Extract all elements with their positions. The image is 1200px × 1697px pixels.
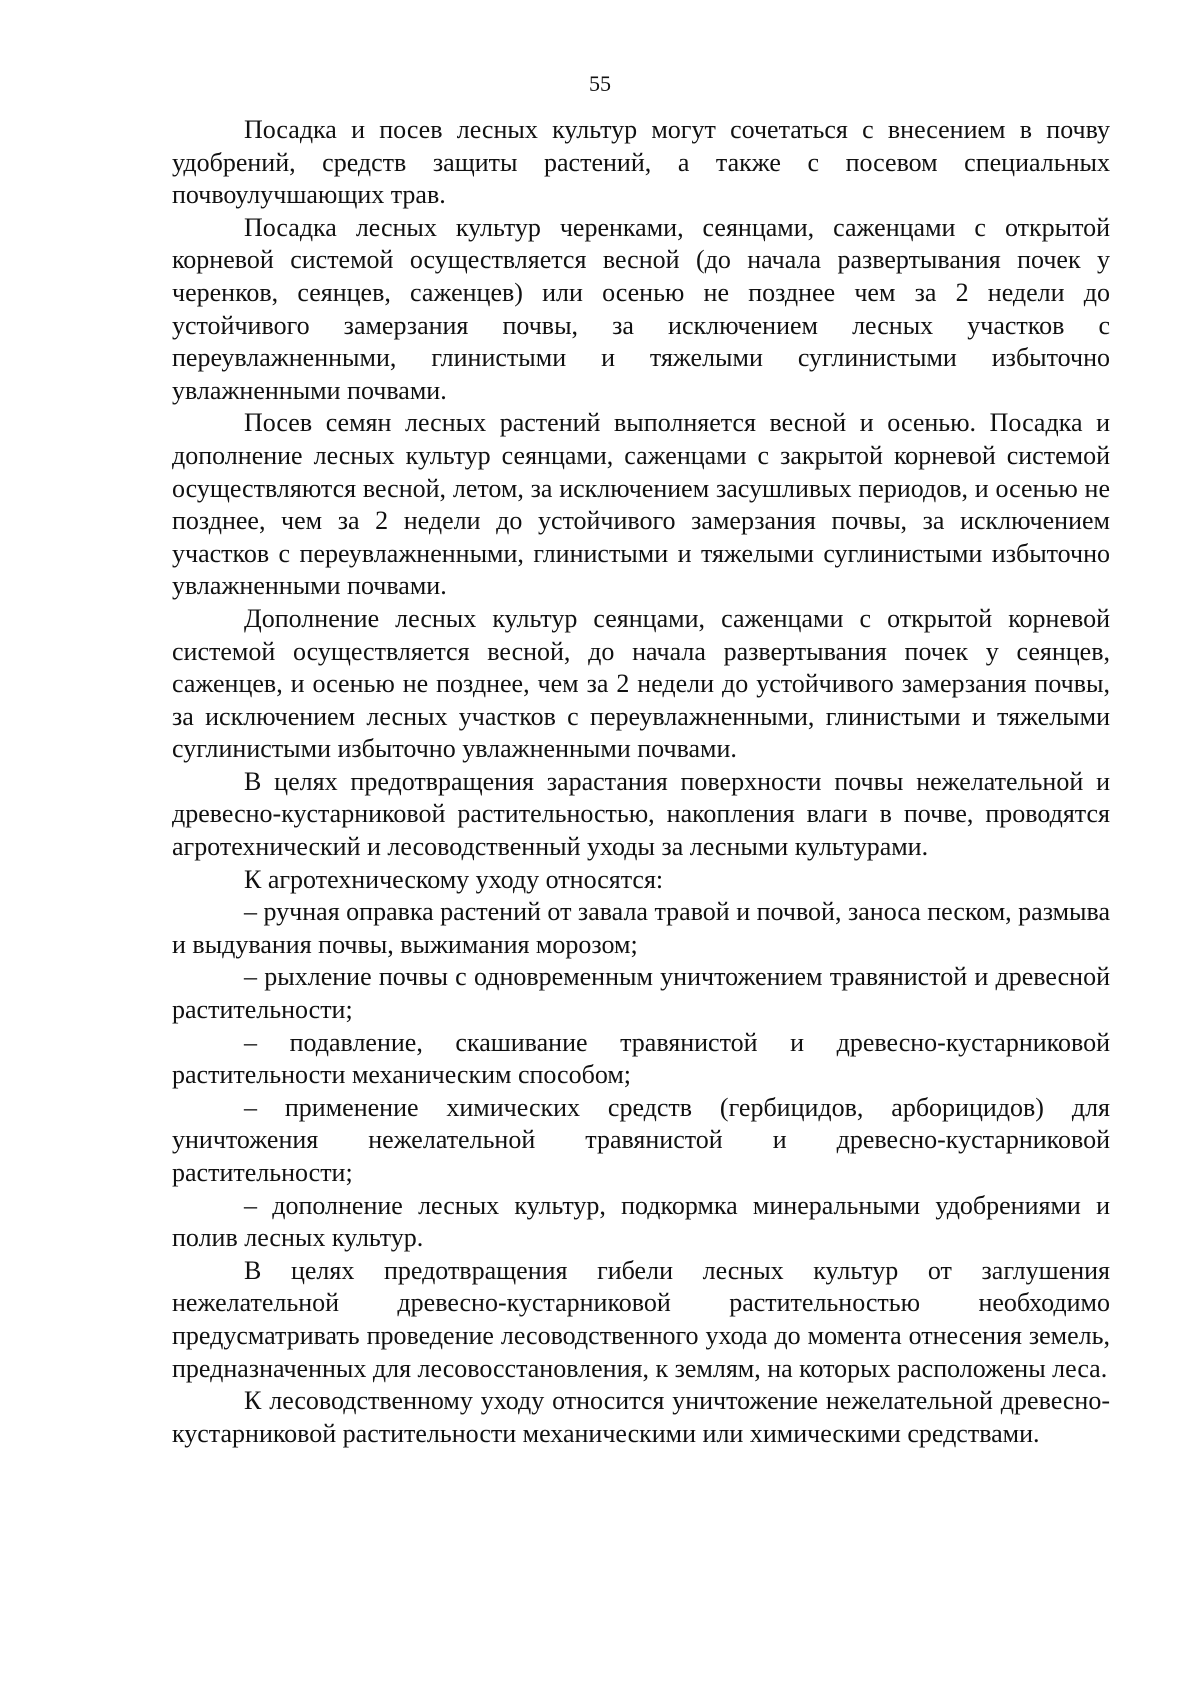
- paragraph-preventing-death: В целях предотвращения гибели лесных культур от заглушения нежелательной древесно-кустарниковой растительностью необходимо предусматривать проведение лесоводственного ухода до момента отнесения земель, предназначенных для лесовосстановления, к землям, на которых расположены леса.: [172, 1255, 1110, 1383]
- paragraph-seed-sowing: Посев семян лесных растений выполняется весной и осенью. Посадка и дополнение лесных культур сеянцами, саженцами с закрытой корневой системой осуществляются весной, летом, за исключением засушливых периодов, и осенью не позднее, чем за 2 недели до устойчивого замерзания почвы, за исключением участков с переувлажненными, глинистыми и тяжелыми суглинистыми избыточно увлажненными почвами.: [172, 408, 1110, 601]
- list-item-mowing: – подавление, скашивание травянистой и древесно-кустарниковой растительности механическим способом;: [172, 1027, 1110, 1090]
- page-number: 55: [589, 71, 611, 96]
- list-item-manual-correction: – ручная оправка растений от завала травой и почвой, заноса песком, размыва и выдувания почвы, выжимания морозом;: [172, 897, 1110, 959]
- body-text: [172, 114, 1110, 1450]
- list-item-chemical-means: – применение химических средств (гербицидов, арборицидов) для уничтожения нежелательной травянистой и древесно-кустарниковой растительности;: [172, 1092, 1110, 1187]
- paragraph-silvicultural-care: К лесоводственному уходу относится уничтожение нежелательной древесно-кустарниковой растительности механическими или химическими средствами.: [172, 1386, 1110, 1448]
- paragraph-open-root-planting: Посадка лесных культур черенками, сеянцами, саженцами с открытой корневой системой осуществляется весной (до начала развертывания почек у черенков, сеянцев, саженцев) или осенью не позднее чем за 2 недели до устойчивого замерзания почвы, за исключением лесных участков с переувлажненными, глинистыми и тяжелыми суглинистыми избыточно увлажненными почвами.: [172, 212, 1110, 405]
- paragraph-supplementing-cultures: Дополнение лесных культур сеянцами, саженцами с открытой корневой системой осуществляется весной, до начала развертывания почек у сеянцев, саженцев, и осенью не позднее, чем за 2 недели до устойчивого замерзания почвы, за исключением лесных участков с переувлажненными, глинистыми и тяжелыми суглинистыми избыточно увлажненными почвами.: [172, 603, 1110, 764]
- paragraph-preventing-overgrowth: В целях предотвращения зарастания поверхности почвы нежелательной и древесно-кустарниковой растительностью, накопления влаги в почве, проводятся агротехнический и лесоводственный уходы за лесными культурами.: [172, 766, 1110, 862]
- list-item-feeding-watering: – дополнение лесных культур, подкормка минеральными удобрениями и полив лесных культур.: [172, 1190, 1110, 1253]
- paragraph-planting-with-fertilizers: Посадка и посев лесных культур могут сочетаться с внесением в почву удобрений, средств защиты растений, а также с посевом специальных почвоулучшающих трав.: [172, 115, 1110, 210]
- list-item-loosening: – рыхление почвы с одновременным уничтожением травянистой и древесной растительности;: [172, 962, 1110, 1025]
- paragraph-agrotechnical-care-intro: К агротехническому уходу относятся:: [244, 864, 664, 894]
